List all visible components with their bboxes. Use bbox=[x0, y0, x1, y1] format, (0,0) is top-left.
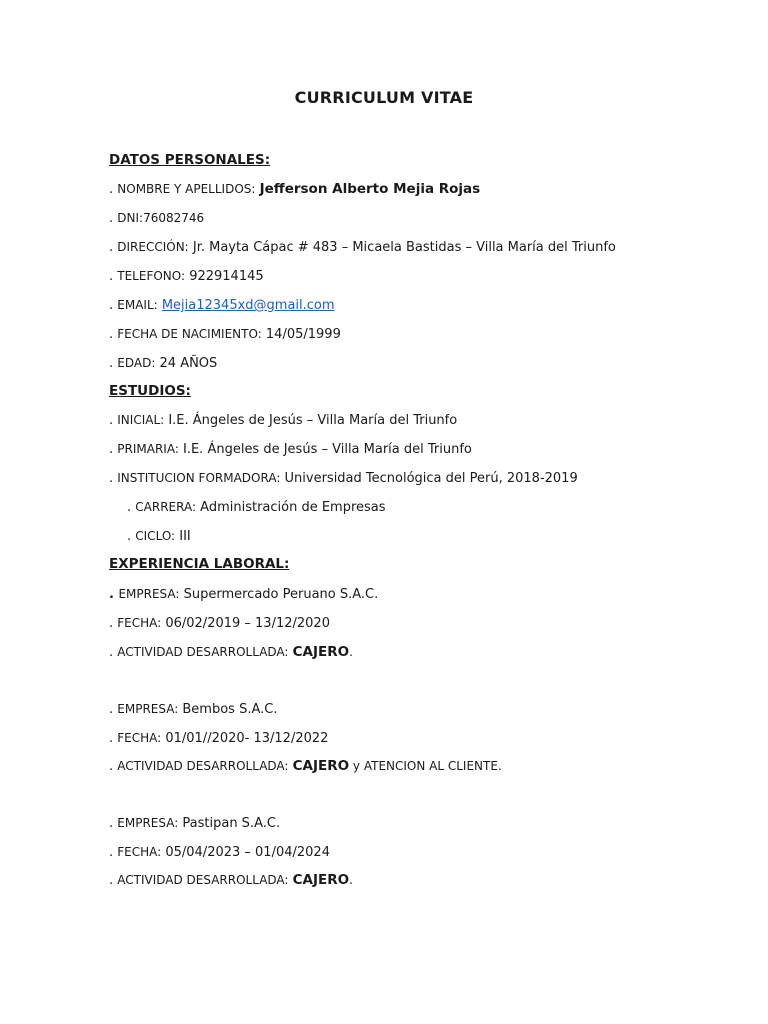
job-3-fecha-line: . FECHA: 05/04/2023 – 01/04/2024 bbox=[109, 845, 330, 860]
heading-text: ESTUDIOS: bbox=[109, 383, 191, 399]
fecha-label: FECHA: bbox=[117, 616, 162, 630]
email-line: . EMAIL: Mejia12345xd@gmail.com bbox=[109, 298, 335, 313]
job-1-fecha-line: . FECHA: 06/02/2019 – 13/12/2020 bbox=[109, 616, 330, 631]
email-label: EMAIL: bbox=[117, 298, 158, 312]
ciclo-line: . CICLO: III bbox=[127, 529, 191, 544]
ciclo-label: CICLO: bbox=[135, 529, 176, 543]
direccion-line: . DIRECCIÓN: Jr. Mayta Cápac # 483 – Micaela Bastidas – Villa María del Triunfo bbox=[109, 240, 616, 255]
telefono-value: 922914145 bbox=[189, 269, 264, 284]
institucion-value: Universidad Tecnológica del Perú, 2018-2019 bbox=[284, 471, 578, 486]
heading-text: DATOS PERSONALES: bbox=[109, 152, 271, 168]
actividad-rest: y ATENCION AL CLIENTE. bbox=[349, 759, 502, 773]
actividad-role: CAJERO bbox=[292, 872, 350, 888]
inicial-line: . INICIAL: I.E. Ángeles de Jesús – Villa María del Triunfo bbox=[109, 413, 458, 428]
actividad-label: ACTIVIDAD DESARROLLADA: bbox=[117, 759, 289, 773]
carrera-label: CARRERA: bbox=[135, 500, 197, 514]
actividad-role: CAJERO bbox=[292, 758, 350, 774]
actividad-rest: . bbox=[349, 645, 353, 659]
job-3-actividad-line: . ACTIVIDAD DESARROLLADA: CAJERO. bbox=[109, 872, 353, 888]
carrera-value: Administración de Empresas bbox=[200, 500, 386, 515]
actividad-rest: . bbox=[349, 873, 353, 887]
edad-line: . EDAD: 24 AÑOS bbox=[109, 356, 218, 371]
dni-line: . DNI:76082746 bbox=[109, 211, 205, 226]
direccion-value: Jr. Mayta Cápac # 483 – Micaela Bastidas – Villa María del Triunfo bbox=[192, 240, 616, 255]
heading-text: EXPERIENCIA LABORAL: bbox=[109, 556, 290, 572]
primaria-label: PRIMARIA: bbox=[117, 442, 179, 456]
section-heading-datos-personales bbox=[109, 151, 270, 170]
section-heading-estudios bbox=[109, 382, 191, 401]
job-2-fecha-line: . FECHA: 01/01//2020- 13/12/2022 bbox=[109, 731, 329, 746]
job-3-empresa-line: . EMPRESA: Pastipan S.A.C. bbox=[109, 816, 281, 831]
primaria-value: I.E. Ángeles de Jesús – Villa María del Triunfo bbox=[183, 442, 472, 457]
empresa-label: EMPRESA: bbox=[117, 702, 179, 716]
edad-label: EDAD: bbox=[117, 356, 156, 370]
empresa-value: Supermercado Peruano S.A.C. bbox=[183, 587, 379, 602]
fecha-value: 06/02/2019 – 13/12/2020 bbox=[165, 616, 330, 631]
ciclo-value: III bbox=[179, 529, 191, 544]
job-1-empresa-line: . EMPRESA: Supermercado Peruano S.A.C. bbox=[109, 587, 379, 602]
empresa-label: EMPRESA: bbox=[117, 816, 179, 830]
dni-text: DNI:76082746 bbox=[117, 211, 205, 225]
fecha-value: 05/04/2023 – 01/04/2024 bbox=[165, 845, 330, 860]
actividad-role: CAJERO bbox=[292, 644, 350, 660]
email-link[interactable]: Mejia12345xd@gmail.com bbox=[161, 298, 335, 313]
telefono-label: TELEFONO: bbox=[117, 269, 186, 283]
empresa-value: Bembos S.A.C. bbox=[182, 702, 278, 717]
fecha-value: 01/01//2020- 13/12/2022 bbox=[165, 731, 329, 746]
edad-value: 24 AÑOS bbox=[159, 356, 218, 371]
nacimiento-value: 14/05/1999 bbox=[265, 327, 341, 342]
nacimiento-line: . FECHA DE NACIMIENTO: 14/05/1999 bbox=[109, 327, 341, 342]
inicial-value: I.E. Ángeles de Jesús – Villa María del Triunfo bbox=[168, 413, 458, 428]
empresa-value: Pastipan S.A.C. bbox=[182, 816, 281, 831]
job-2-actividad-line: . ACTIVIDAD DESARROLLADA: CAJERO y ATENCION AL CLIENTE. bbox=[109, 758, 502, 774]
primaria-line: . PRIMARIA: I.E. Ángeles de Jesús – Villa María del Triunfo bbox=[109, 442, 472, 457]
empresa-label: EMPRESA: bbox=[118, 587, 180, 601]
fecha-label: FECHA: bbox=[117, 731, 162, 745]
direccion-label: DIRECCIÓN: bbox=[117, 240, 189, 254]
fecha-label: FECHA: bbox=[117, 845, 162, 859]
institucion-label: INSTITUCION FORMADORA: bbox=[117, 471, 281, 485]
nombre-label: NOMBRE Y APELLIDOS: bbox=[117, 182, 256, 196]
carrera-line: . CARRERA: Administración de Empresas bbox=[127, 500, 386, 515]
nombre-line: . NOMBRE Y APELLIDOS: Jefferson Alberto Mejia Rojas bbox=[109, 181, 481, 197]
nacimiento-label: FECHA DE NACIMIENTO: bbox=[117, 327, 262, 341]
section-heading-experiencia bbox=[109, 555, 289, 574]
actividad-label: ACTIVIDAD DESARROLLADA: bbox=[117, 873, 289, 887]
job-1-actividad-line: . ACTIVIDAD DESARROLLADA: CAJERO. bbox=[109, 644, 353, 660]
document-title: CURRICULUM VITAE bbox=[294, 88, 474, 107]
actividad-label: ACTIVIDAD DESARROLLADA: bbox=[117, 645, 289, 659]
institucion-line: . INSTITUCION FORMADORA: Universidad Tecnológica del Perú, 2018-2019 bbox=[109, 471, 578, 486]
job-2-empresa-line: . EMPRESA: Bembos S.A.C. bbox=[109, 702, 278, 717]
telefono-line: . TELEFONO: 922914145 bbox=[109, 269, 264, 284]
inicial-label: INICIAL: bbox=[117, 413, 165, 427]
nombre-value: Jefferson Alberto Mejia Rojas bbox=[259, 181, 481, 197]
